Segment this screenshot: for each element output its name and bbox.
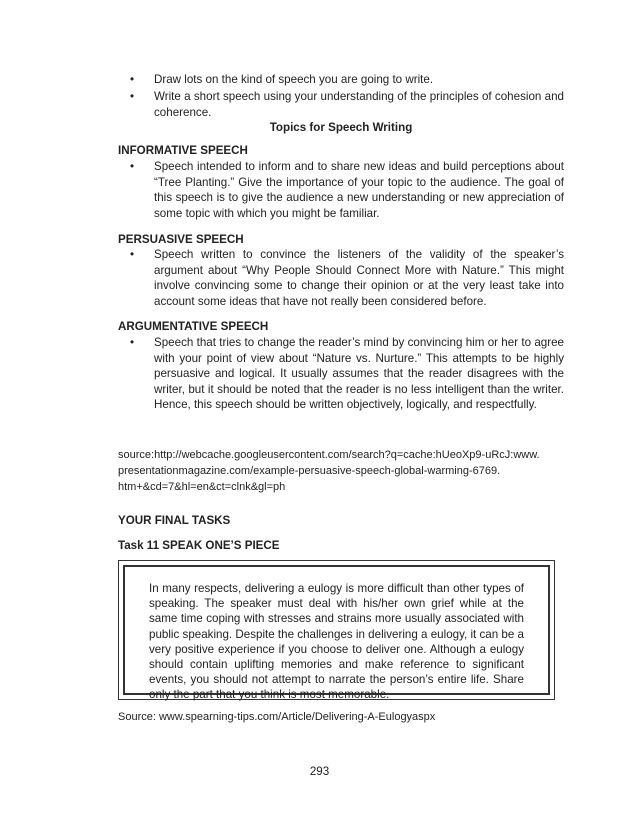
quote-box-inner [123, 565, 550, 702]
informative-text: Speech intended to inform and to share new ideas and build perceptions about “Tree Planting.” Give the importance of your topic to the audience. The goal of this speech is to give the audience a new understanding or new appreciation of some topic with which you might be familiar. [154, 160, 564, 220]
argumentative-heading: ARGUMENTATIVE SPEECH [118, 320, 269, 333]
eulogy-passage: In many respects, delivering a eulogy is more difficult than other types of speaking. The speaker must deal with his/her own grief while at the same time coping with stresses and strains more usually associated with public speaking. Despite the challenges in delivering a eulogy, it can be a very positive experience if you choose to deliver one. Although a eulogy should contain uplifting memories and make reference to significant events, you should not attempt to narrate the person’s entire life. Share only the part that you think is most memorable. [149, 582, 524, 702]
persuasive-heading: PERSUASIVE SPEECH [118, 233, 244, 246]
intro-bullet-1-text: Draw lots on the kind of speech you are going to write. [154, 73, 434, 86]
source-citation [118, 447, 564, 495]
topics-heading: Topics for Speech Writing [269, 121, 413, 134]
bullet-marker: • [130, 90, 135, 103]
argumentative-text: Speech that tries to change the reader’s mind by convincing him or her to agree with your point of view about “Nature vs. Nurture.” This attempts to be highly persuasive and logical. It usually assumes that the reader disagrees with the writer, but it should be noted that the reader is no less intelligent than the writer. Hence, this speech should be written objectively, logically, and respectfully. [154, 336, 564, 411]
task-heading: Task 11 SPEAK ONE’S PIECE [118, 539, 280, 552]
persuasive-text: Speech written to convince the listeners of the validity of the speaker’s argument about “Why People Should Connect More with Nature.” This might involve convincing some to change their opinion or at the very least take into account some ideas that have not really been considered before. [154, 248, 564, 308]
quote-box [118, 560, 555, 700]
bullet-marker: • [130, 336, 135, 349]
page-number: 293 [309, 765, 330, 778]
source-line-1: source:http://webcache.googleusercontent.com/search?q=cache:hUeoXp9-uRcJ:www. [118, 449, 540, 461]
intro-bullet-2-text: Write a short speech using your understanding of the principles of cohesion and coherence. [154, 90, 564, 119]
bullet-marker: • [130, 248, 135, 261]
source-line-3: htm+&cd=7&hl=en&ct=clnk&gl=ph [118, 481, 286, 493]
final-tasks-heading: YOUR FINAL TASKS [118, 514, 231, 527]
source-line-2: presentationmagazine.com/example-persuasive-speech-global-warming-6769. [118, 465, 501, 477]
bullet-marker: • [130, 160, 135, 173]
informative-heading: INFORMATIVE SPEECH [118, 144, 248, 157]
bullet-marker: • [130, 73, 135, 86]
source-citation-2: Source: www.spearning-tips.com/Article/Delivering-A-Eulogyaspx [118, 711, 436, 723]
